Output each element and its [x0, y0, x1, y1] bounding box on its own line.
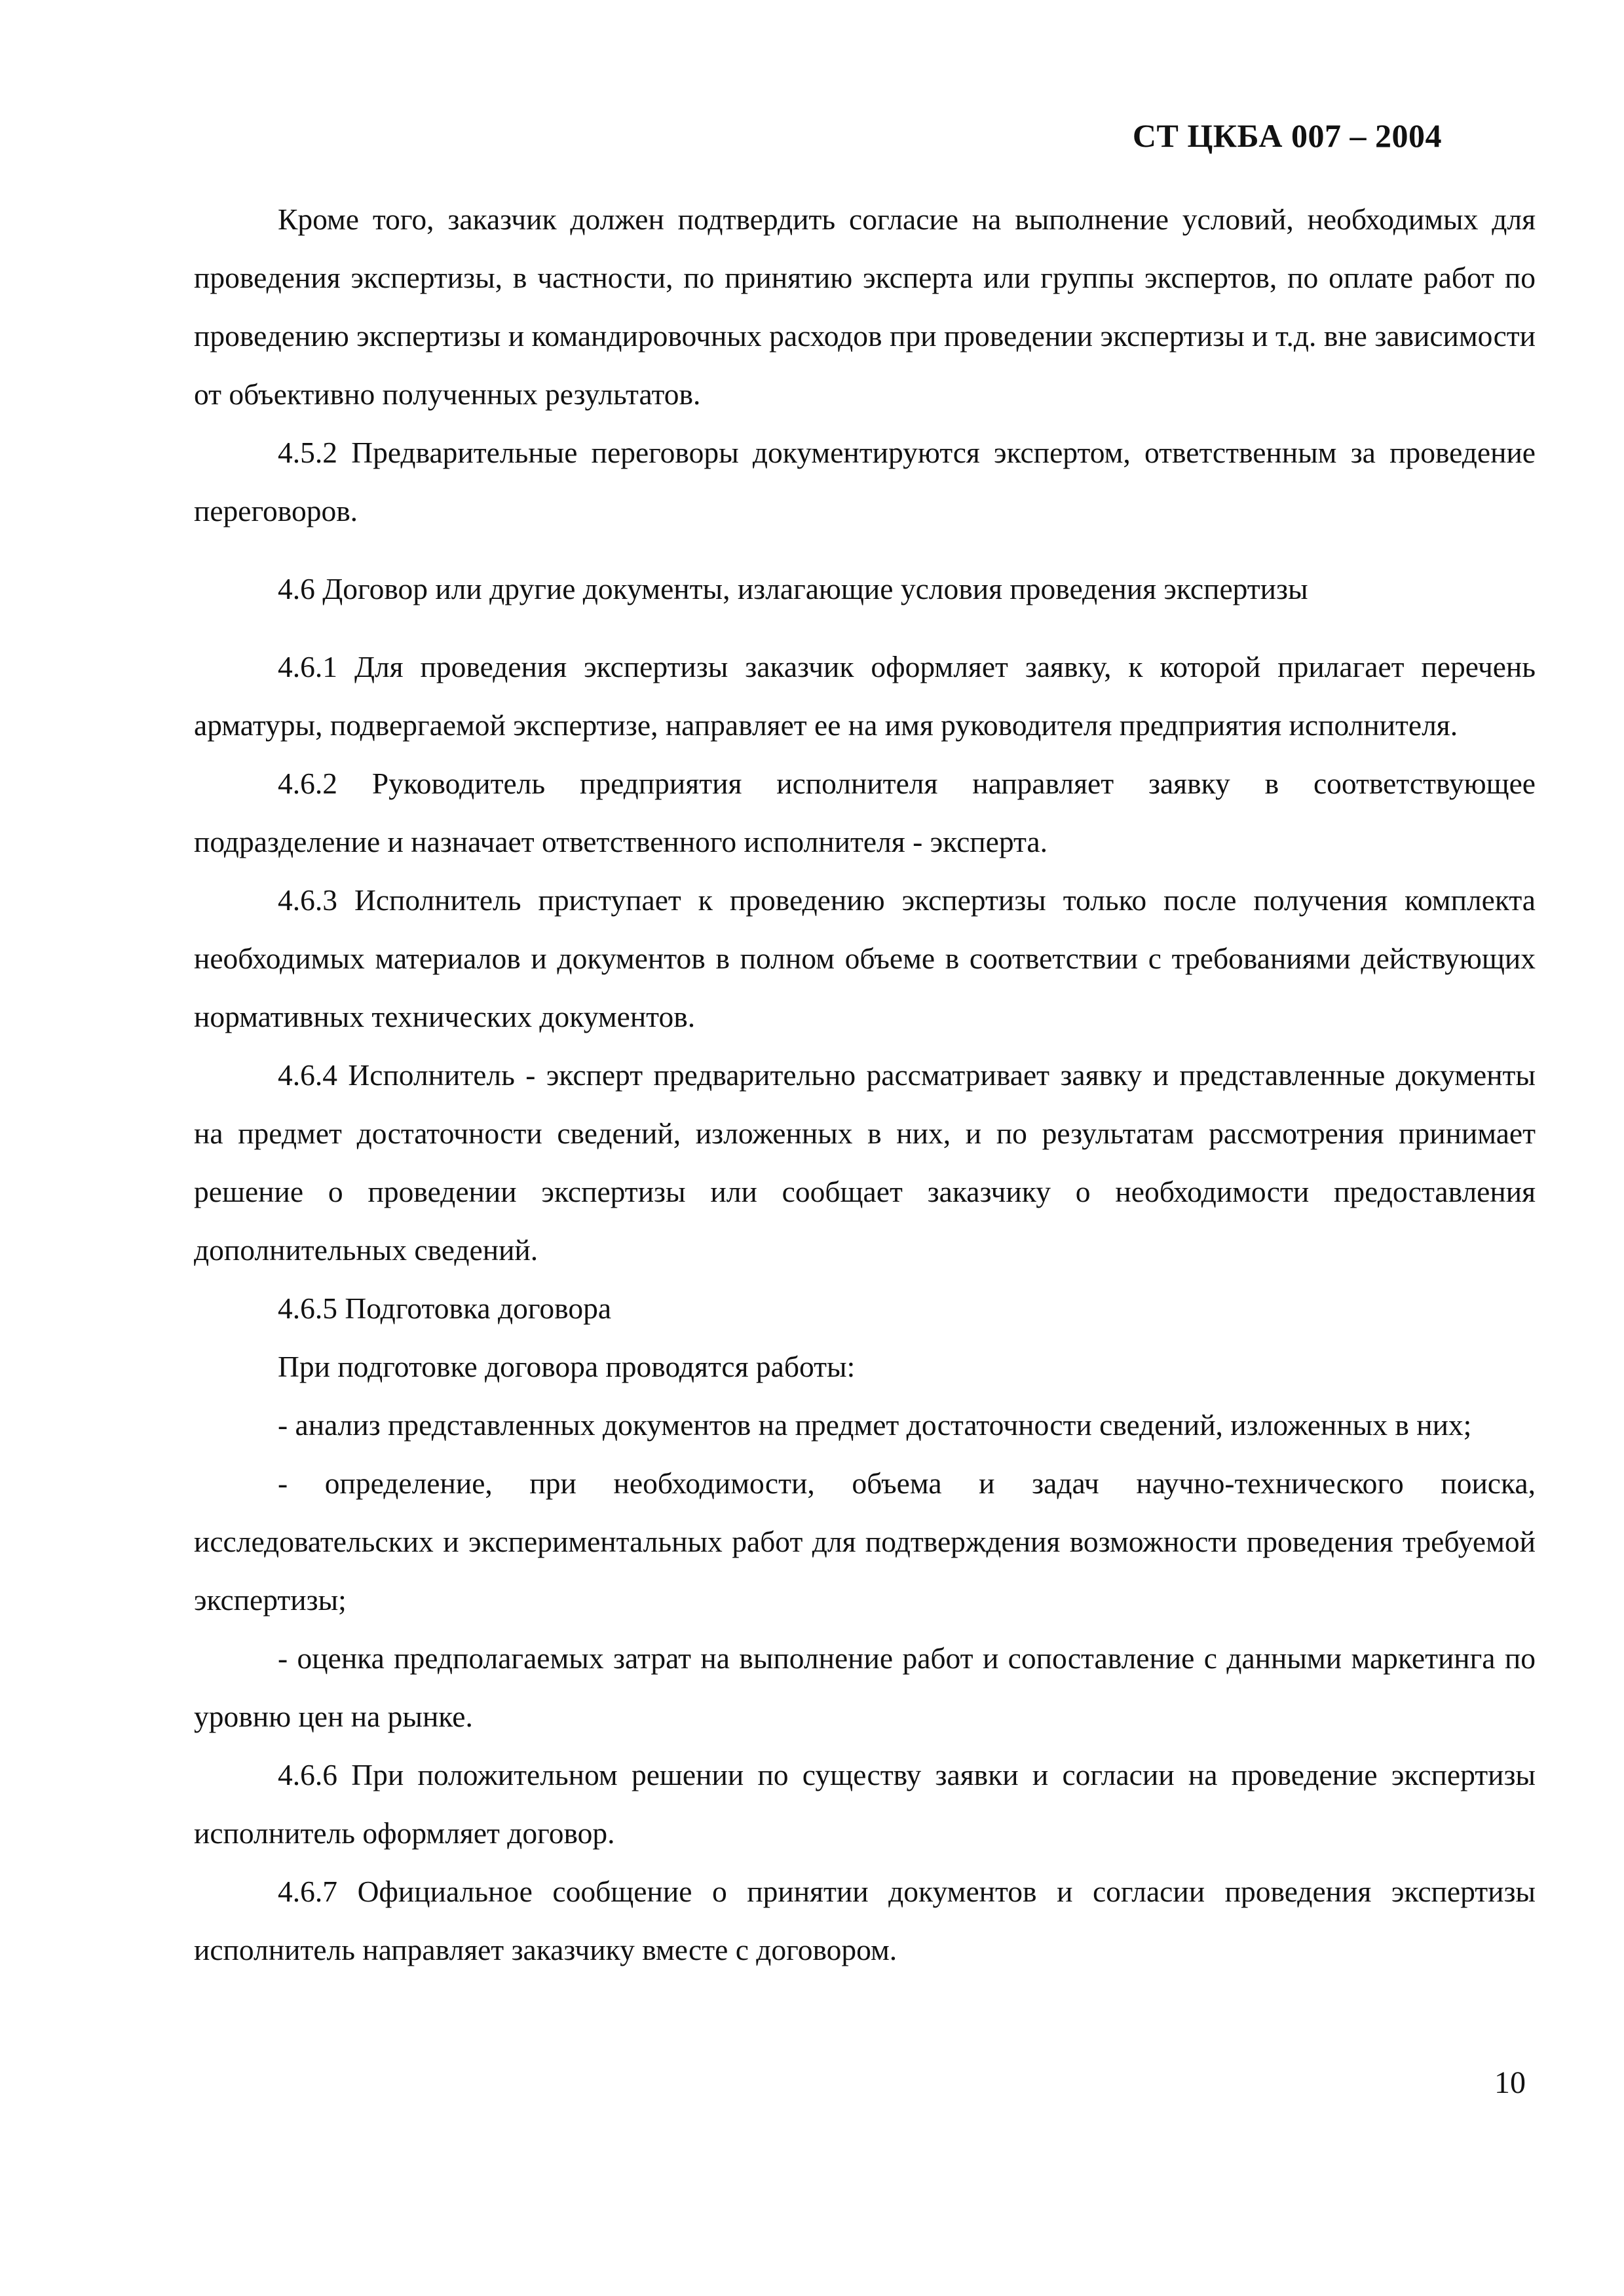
- section-heading-4-6: 4.6 Договор или другие документы, излагающие условия проведения экспертизы: [278, 572, 1308, 605]
- paragraph-4-6-5: 4.6.5 Подготовка договора: [278, 1292, 612, 1325]
- list-item-cost-estimate: - оценка предполагаемых затрат на выполнение работ и сопоставление с данными маркетинга по уровню цен на рынке.: [194, 1641, 1536, 1733]
- paragraph-works-intro: При подготовке договора проводятся работы:: [278, 1350, 856, 1383]
- paragraph-4-6-2: 4.6.2 Руководитель предприятия исполнителя направляет заявку в соответствующее подразделение и назначает ответственного исполнителя - эксперта.: [194, 767, 1536, 858]
- list-item-definition: - определение, при необходимости, объема и задач научно-технического поиска, исследовательских и экспериментальных работ для подтверждения возможности проведения требуемой экспертизы;: [194, 1466, 1536, 1617]
- paragraph-4-6-4: 4.6.4 Исполнитель - эксперт предварительно рассматривает заявку и представленные документы на предмет достаточности сведений, изложенных в них, и по результатам рассмотрения принимает решение о проведении экспертизы или сообщает заказчику о необходимости предоставления дополнительных сведений.: [194, 1058, 1536, 1267]
- paragraph-customer-consent: Кроме того, заказчик должен подтвердить согласие на выполнение условий, необходимых для проведения экспертизы, в частности, по принятию эксперта или группы экспертов, по оплате работ по проведению экспертизы и командировочных расходов при проведении экспертизы и т.д. вне зависимости от объективно полученных результатов.: [194, 202, 1536, 411]
- paragraph-4-6-3: 4.6.3 Исполнитель приступает к проведению экспертизы только после получения комплекта необходимых материалов и документов в полном объеме в соответствии с требованиями действующих нормативных технических документов.: [194, 883, 1536, 1033]
- document-body: [194, 190, 1536, 1979]
- paragraph-4-5-2: 4.5.2 Предварительные переговоры документируются экспертом, ответственным за проведение переговоров.: [194, 436, 1536, 527]
- paragraph-4-6-7: 4.6.7 Официальное сообщение о принятии документов и согласии проведения экспертизы исполнитель направляет заказчику вместе с договором.: [194, 1875, 1536, 1966]
- paragraph-4-6-1: 4.6.1 Для проведения экспертизы заказчик оформляет заявку, к которой прилагает перечень арматуры, подвергаемой экспертизе, направляет ее на имя руководителя предприятия исполнителя.: [194, 650, 1536, 742]
- list-item-analysis: - анализ представленных документов на предмет достаточности сведений, изложенных в них;: [278, 1408, 1472, 1442]
- paragraph-4-6-6: 4.6.6 При положительном решении по существу заявки и согласии на проведение экспертизы исполнитель оформляет договор.: [194, 1758, 1536, 1850]
- document-code-header: СТ ЦКБА 007 – 2004: [1132, 117, 1442, 154]
- page-number: 10: [1494, 2065, 1526, 2100]
